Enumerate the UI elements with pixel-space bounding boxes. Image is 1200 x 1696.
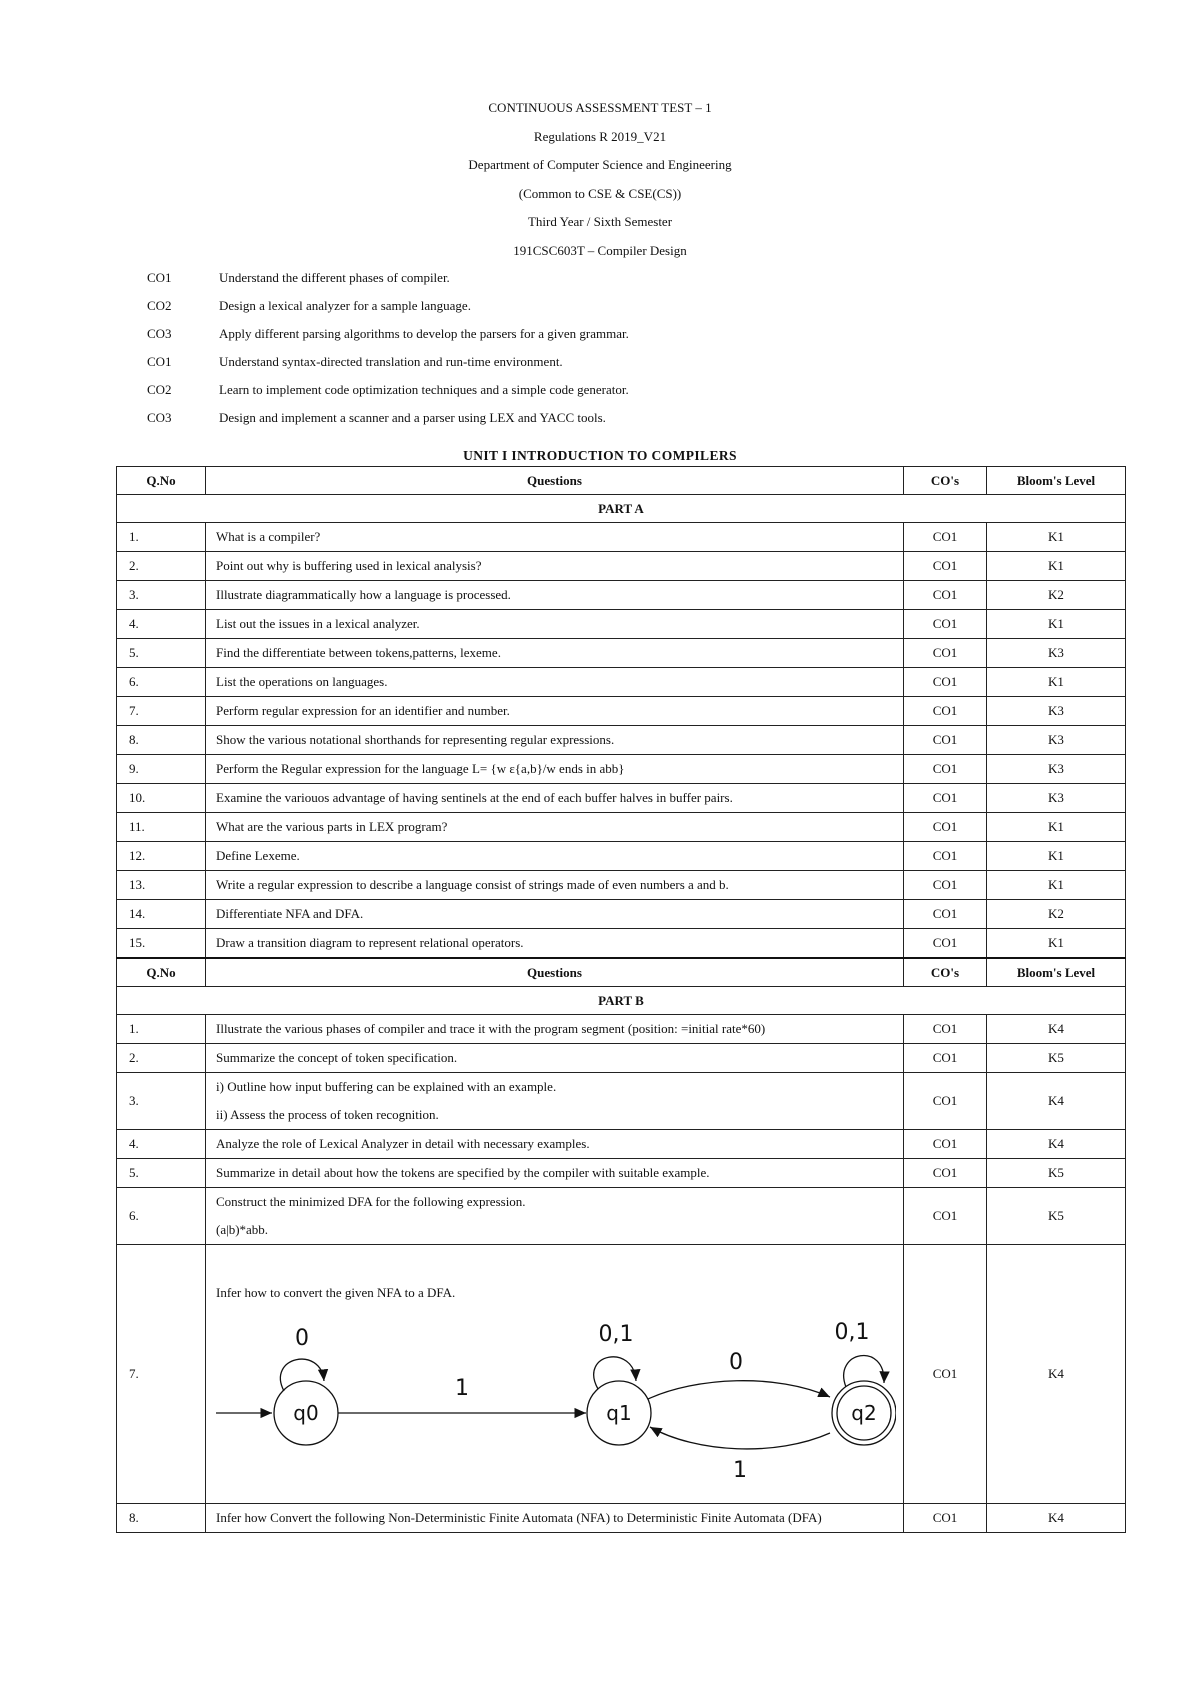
co-value: CO1	[904, 784, 987, 813]
question-text: Examine the variouos advantage of having sentinels at the end of each buffer halves in buffer pairs.	[206, 784, 904, 813]
co-value: CO1	[904, 1159, 987, 1188]
department: Department of Computer Science and Engineering	[468, 157, 732, 173]
bloom-value: K5	[987, 1188, 1126, 1245]
question-table	[116, 466, 1126, 1533]
q-number: 9.	[117, 755, 206, 784]
q-number: 14.	[117, 900, 206, 929]
q-number: 8.	[117, 726, 206, 755]
co-code: CO3	[147, 326, 172, 341]
course-code: 191CSC603T – Compiler Design	[513, 242, 687, 258]
q-number: 10.	[117, 784, 206, 813]
edge-q2-q1-label: 1	[733, 1458, 747, 1483]
q-number: 8.	[117, 1504, 206, 1533]
common-to: (Common to CSE & CSE(CS))	[518, 185, 682, 201]
co-value: CO1	[904, 900, 987, 929]
question-text	[206, 1073, 904, 1130]
co-value: CO1	[904, 1015, 987, 1044]
q-number: 1.	[117, 523, 206, 552]
question-text: Point out why is buffering used in lexical analysis?	[206, 552, 904, 581]
table-row	[117, 871, 1126, 900]
question-text: Analyze the role of Lexical Analyzer in detail with necessary examples.	[206, 1130, 904, 1159]
header-cos: CO's	[904, 467, 987, 495]
table-row	[117, 1015, 1126, 1044]
header-bloom: Bloom's Level	[987, 958, 1126, 987]
q-number: 3.	[117, 581, 206, 610]
q-number: 11.	[117, 813, 206, 842]
state-q0-label: q0	[293, 1401, 319, 1425]
state-q1-label: q1	[606, 1401, 632, 1425]
q-number: 6.	[117, 668, 206, 697]
question-text: What is a compiler?	[206, 523, 904, 552]
co-value: CO1	[904, 1073, 987, 1130]
q-number: 2.	[117, 1044, 206, 1073]
co-text: Learn to implement code optimization techniques and a simple code generator.	[219, 382, 629, 397]
question-line: (a|b)*abb.	[216, 1222, 269, 1237]
table-row	[117, 1159, 1126, 1188]
bloom-value: K3	[987, 697, 1126, 726]
q-number: 6.	[117, 1188, 206, 1245]
part-a-row	[117, 495, 1126, 523]
part-b-row	[117, 987, 1126, 1015]
co-value: CO1	[904, 726, 987, 755]
question-text: Illustrate diagrammatically how a language is processed.	[206, 581, 904, 610]
co-value: CO1	[904, 610, 987, 639]
bloom-value: K3	[987, 726, 1126, 755]
bloom-value: K4	[987, 1245, 1126, 1504]
q-number: 7.	[117, 1245, 206, 1504]
table-row	[117, 1504, 1126, 1533]
co-value: CO1	[904, 581, 987, 610]
loop-q2-label: 0,1	[834, 1320, 870, 1345]
q-number: 1.	[117, 1015, 206, 1044]
edge-q2-q1	[650, 1427, 830, 1449]
co-value: CO1	[904, 813, 987, 842]
question-text	[206, 1188, 904, 1245]
co-value: CO1	[904, 755, 987, 784]
q-number: 13.	[117, 871, 206, 900]
co-value: CO1	[904, 871, 987, 900]
bloom-value: K1	[987, 552, 1126, 581]
header-qno: Q.No	[117, 467, 206, 495]
co-text: Understand syntax-directed translation and run-time environment.	[219, 354, 563, 369]
question-text: Perform the Regular expression for the language L= {w ε{a,b}/w ends in abb}	[206, 755, 904, 784]
co-row	[147, 376, 629, 404]
bloom-value: K4	[987, 1073, 1126, 1130]
question-text: Infer how Convert the following Non-Deterministic Finite Automata (NFA) to Deterministic Finite Automata (DFA)	[206, 1504, 904, 1533]
table-row	[117, 1073, 1126, 1130]
table-row	[117, 1188, 1126, 1245]
nfa-diagram	[216, 1307, 896, 1487]
question-line: ii) Assess the process of token recognition.	[216, 1107, 439, 1122]
question-line: Infer how to convert the given NFA to a DFA.	[216, 1285, 456, 1300]
question-text: Show the various notational shorthands for representing regular expressions.	[206, 726, 904, 755]
year-semester: Third Year / Sixth Semester	[527, 214, 673, 230]
table-row	[117, 1130, 1126, 1159]
bloom-value: K2	[987, 900, 1126, 929]
co-value: CO1	[904, 1044, 987, 1073]
co-text: Understand the different phases of compiler.	[219, 270, 450, 285]
loop-q1-label: 0,1	[598, 1322, 634, 1347]
regulations: Regulations R 2019_V21	[533, 128, 667, 144]
co-code: CO1	[147, 270, 172, 285]
course-outcomes	[147, 264, 629, 432]
bloom-value: K5	[987, 1044, 1126, 1073]
co-text: Design and implement a scanner and a parser using LEX and YACC tools.	[219, 410, 606, 425]
question-text: Illustrate the various phases of compiler and trace it with the program segment (position: =initial rate*60)	[206, 1015, 904, 1044]
co-text: Apply different parsing algorithms to develop the parsers for a given grammar.	[219, 326, 629, 341]
q-number: 7.	[117, 697, 206, 726]
edge-q1-q2	[648, 1381, 830, 1399]
bloom-value: K3	[987, 784, 1126, 813]
header-bloom: Bloom's Level	[987, 467, 1126, 495]
q-number: 15.	[117, 929, 206, 959]
bloom-value: K4	[987, 1504, 1126, 1533]
question-text: Write a regular expression to describe a language consist of strings made of even numbers a and b.	[206, 871, 904, 900]
table-row	[117, 552, 1126, 581]
table-row	[117, 1044, 1126, 1073]
table-row	[117, 639, 1126, 668]
loop-q2-arrow	[844, 1356, 884, 1387]
q-number: 5.	[117, 1159, 206, 1188]
co-code: CO2	[147, 382, 172, 397]
question-text: Differentiate NFA and DFA.	[206, 900, 904, 929]
question-text: Draw a transition diagram to represent relational operators.	[206, 929, 904, 959]
bloom-value: K1	[987, 842, 1126, 871]
co-text: Design a lexical analyzer for a sample language.	[219, 298, 471, 313]
question-text: List out the issues in a lexical analyzer.	[206, 610, 904, 639]
co-value: CO1	[904, 697, 987, 726]
co-row	[147, 404, 629, 432]
bloom-value: K4	[987, 1015, 1126, 1044]
table-row	[117, 610, 1126, 639]
state-q2-label: q2	[851, 1401, 877, 1425]
table-row	[117, 784, 1126, 813]
co-value: CO1	[904, 1130, 987, 1159]
q-number: 4.	[117, 1130, 206, 1159]
table-row	[117, 900, 1126, 929]
part-a-label: PART A	[117, 495, 1126, 523]
table-row	[117, 668, 1126, 697]
bloom-value: K1	[987, 668, 1126, 697]
co-value: CO1	[904, 523, 987, 552]
co-row	[147, 264, 629, 292]
table-row	[117, 813, 1126, 842]
co-value: CO1	[904, 668, 987, 697]
question-text: Define Lexeme.	[206, 842, 904, 871]
table-row	[117, 523, 1126, 552]
unit-title: UNIT I INTRODUCTION TO COMPILERS	[463, 448, 737, 463]
co-value: CO1	[904, 552, 987, 581]
question-text: Find the differentiate between tokens,patterns, lexeme.	[206, 639, 904, 668]
question-line: i) Outline how input buffering can be explained with an example.	[216, 1079, 557, 1094]
bloom-value: K2	[987, 581, 1126, 610]
table-header-row-part-b	[117, 958, 1126, 987]
header-cos: CO's	[904, 958, 987, 987]
question-text: What are the various parts in LEX program?	[206, 813, 904, 842]
edge-q1-q2-label: 0	[729, 1350, 743, 1375]
co-value: CO1	[904, 842, 987, 871]
question-text: Summarize the concept of token specification.	[206, 1044, 904, 1073]
bloom-value: K1	[987, 610, 1126, 639]
bloom-value: K3	[987, 755, 1126, 784]
co-code: CO3	[147, 410, 172, 425]
co-code: CO2	[147, 298, 172, 313]
table-row	[117, 842, 1126, 871]
bloom-value: K3	[987, 639, 1126, 668]
test-title: CONTINUOUS ASSESSMENT TEST – 1	[488, 100, 712, 115]
co-row	[147, 348, 629, 376]
q-number: 2.	[117, 552, 206, 581]
table-row	[117, 581, 1126, 610]
co-value: CO1	[904, 1245, 987, 1504]
table-row	[117, 929, 1126, 959]
q-number: 3.	[117, 1073, 206, 1130]
edge-q0-q1-label: 1	[455, 1376, 469, 1401]
table-row	[117, 697, 1126, 726]
table-row	[117, 1245, 1126, 1504]
co-row	[147, 320, 629, 348]
header-qno: Q.No	[117, 958, 206, 987]
table-row	[117, 755, 1126, 784]
co-value: CO1	[904, 639, 987, 668]
co-value: CO1	[904, 1504, 987, 1533]
bloom-value: K1	[987, 929, 1126, 959]
bloom-value: K1	[987, 523, 1126, 552]
question-text	[206, 1245, 904, 1504]
document-header	[0, 94, 1200, 266]
question-text: Perform regular expression for an identifier and number.	[206, 697, 904, 726]
table-header-row	[117, 467, 1126, 495]
table-row	[117, 726, 1126, 755]
part-b-label: PART B	[117, 987, 1126, 1015]
question-text: List the operations on languages.	[206, 668, 904, 697]
co-value: CO1	[904, 929, 987, 959]
co-row	[147, 292, 629, 320]
loop-q1-arrow	[594, 1357, 636, 1389]
header-questions: Questions	[206, 958, 904, 987]
bloom-value: K1	[987, 871, 1126, 900]
q-number: 12.	[117, 842, 206, 871]
loop-q0-arrow	[280, 1359, 324, 1391]
loop-q0-label: 0	[295, 1326, 309, 1351]
q-number: 5.	[117, 639, 206, 668]
co-code: CO1	[147, 354, 172, 369]
bloom-value: K5	[987, 1159, 1126, 1188]
co-value: CO1	[904, 1188, 987, 1245]
bloom-value: K4	[987, 1130, 1126, 1159]
question-line: Construct the minimized DFA for the following expression.	[216, 1194, 526, 1209]
header-questions: Questions	[206, 467, 904, 495]
q-number: 4.	[117, 610, 206, 639]
bloom-value: K1	[987, 813, 1126, 842]
question-text: Summarize in detail about how the tokens are specified by the compiler with suitable example.	[206, 1159, 904, 1188]
